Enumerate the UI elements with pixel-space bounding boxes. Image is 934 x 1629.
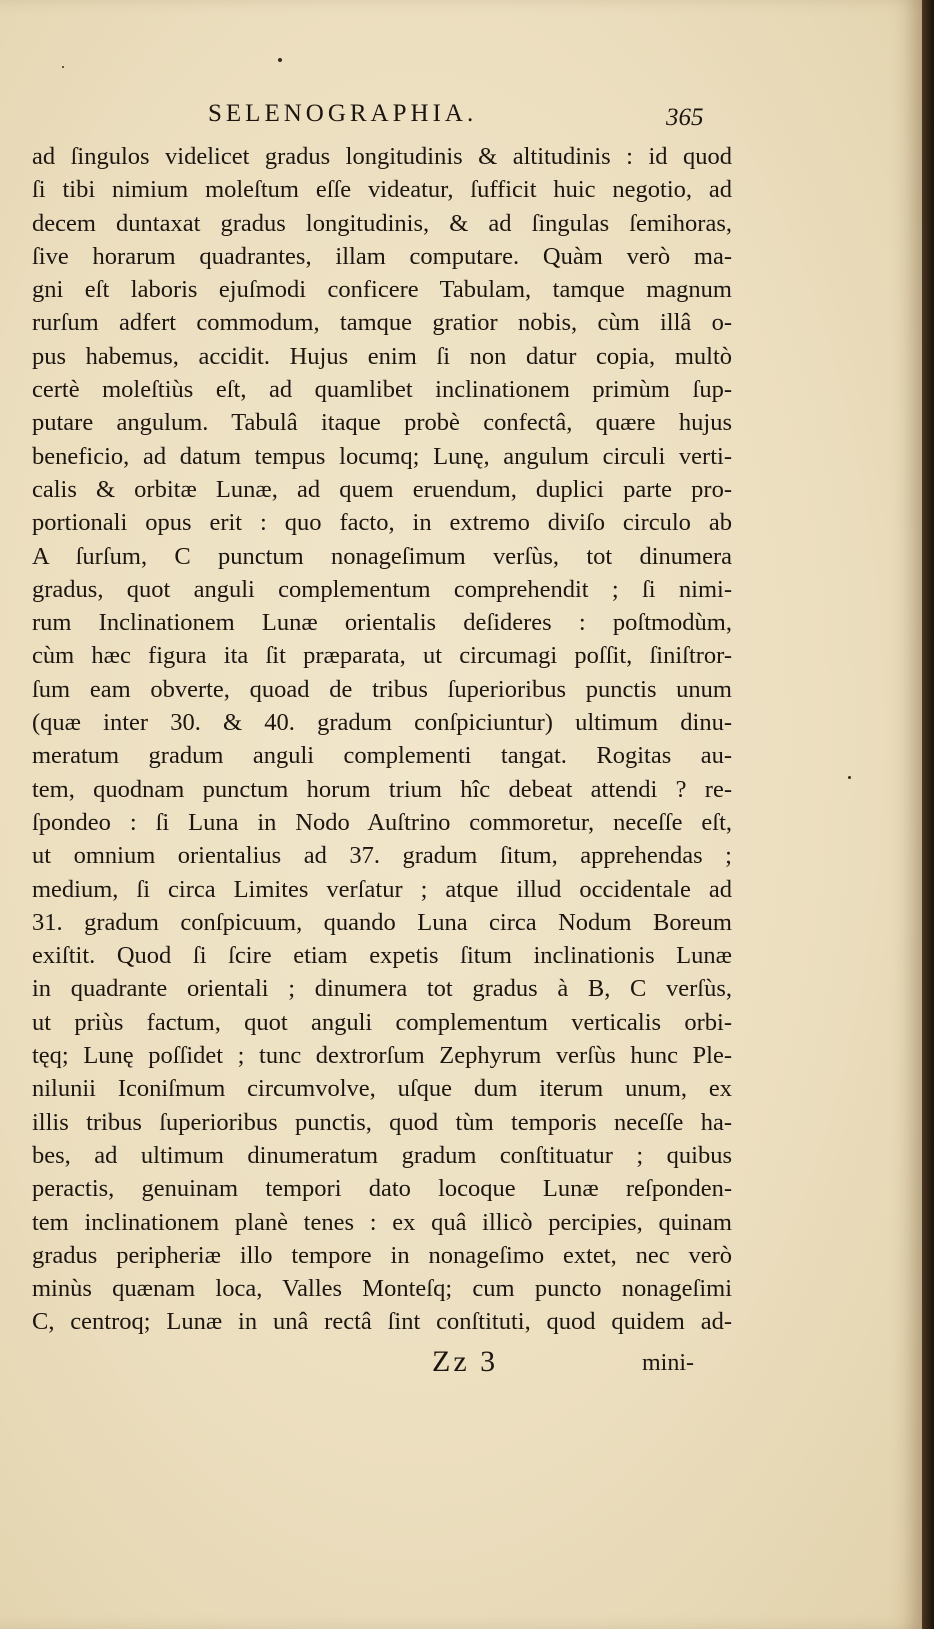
book-spine-edge [922,0,934,1629]
text-line: pus habemus, accidit. Hujus enim ſi non datur copia, multò [32,342,732,370]
running-head [0,100,922,140]
text-line: in quadrante orientali ; dinumera tot gradus à B, C verſùs, [32,975,732,1003]
text-line: gni eſt laboris ejuſmodi conficere Tabulam, tamque magnum [32,276,732,304]
text-line: portionali opus erit : quo facto, in extremo diviſo circulo ab [32,509,732,537]
body-text [32,140,732,1339]
text-line: ut priùs factum, quot anguli complementum verticalis orbi- [32,1008,732,1036]
text-line: tem, quodnam punctum horum trium hîc debeat attendi ? re- [32,775,732,803]
text-line: ut omnium orientalius ad 37. gradum ſitum, apprehendas ; [32,842,732,870]
text-line: C, centroq; Lunæ in unâ rectâ ſint conſtituti, quod quidem ad- [32,1308,732,1336]
text-line: (quæ inter 30. & 40. gradum conſpiciuntur) ultimum dinu- [32,709,732,737]
text-line: gradus, quot anguli complementum comprehendit ; ſi nimi- [32,575,732,603]
text-line: meratum gradum anguli complementi tangat. Rogitas au- [32,742,732,770]
paper-speck [848,776,851,779]
page-footer [0,1345,922,1389]
text-line: nilunii Iconiſmum circumvolve, uſque dum iterum unum, ex [32,1075,732,1103]
text-line: rum Inclinationem Lunæ orientalis deſideres : poſtmodùm, [32,609,732,637]
text-line: ſpondeo : ſi Luna in Nodo Auſtrino commoretur, neceſſe eſt, [32,808,732,836]
text-line: illis tribus ſuperioribus punctis, quod tùm temporis neceſſe ha- [32,1108,732,1136]
text-line: decem duntaxat gradus longitudinis, & ad ſingulas ſemihoras, [32,209,732,237]
paper-speck [278,58,282,62]
text-line: tem inclinationem planè tenes : ex quâ illicò percipies, quinam [32,1208,732,1236]
text-line: beneficio, ad datum tempus locumq; Lunę, angulum circuli verti- [32,442,732,470]
signature-mark: Zz 3 [432,1345,499,1378]
text-line: minùs quænam loca, Valles Monteſq; cum puncto nonageſimi [32,1275,732,1303]
text-line: ſum eam obverte, quoad de tribus ſuperioribus punctis unum [32,675,732,703]
text-line: gradus peripheriæ illo tempore in nonageſimo extet, nec verò [32,1241,732,1269]
text-line: medium, ſi circa Limites verſatur ; atque illud occidentale ad [32,875,732,903]
text-line: rurſum adfert commodum, tamque gratior nobis, cùm illâ o- [32,309,732,337]
text-line: ad ſingulos videlicet gradus longitudinis & altitudinis : id quod [32,143,732,170]
text-line: calis & orbitæ Lunæ, ad quem eruendum, duplici parte pro- [32,475,732,503]
paper-speck [62,66,64,68]
text-line: peractis, genuinam tempori dato locoque Lunæ reſponden- [32,1175,732,1203]
text-line: certè moleſtiùs eſt, ad quamlibet inclinationem primùm ſup- [32,376,732,404]
page-number: 365 [666,104,704,131]
text-line: bes, ad ultimum dinumeratum gradum conſtituatur ; quibus [32,1141,732,1169]
catchword: mini- [642,1350,694,1376]
running-head-title: SELENOGRAPHIA. [208,100,478,127]
text-line: exiſtit. Quod ſi ſcire etiam expetis ſitum inclinationis Lunæ [32,942,732,970]
text-line: A ſurſum, C punctum nonageſimum verſùs, tot dinumera [32,542,732,570]
text-line: 31. gradum conſpicuum, quando Luna circa Nodum Boreum [32,908,732,936]
text-line: ſi tibi nimium moleſtum eſſe videatur, ſufficit huic negotio, ad [32,176,732,204]
text-line: tęq; Lunę poſſidet ; tunc dextrorſum Zephyrum verſùs hunc Ple- [32,1042,732,1070]
text-line: cùm hæc figura ita ſit præparata, ut circumagi poſſit, ſiniſtror- [32,642,732,670]
text-line: ſive horarum quadrantes, illam computare. Quàm verò ma- [32,242,732,270]
text-line: putare angulum. Tabulâ itaque probè confectâ, quære hujus [32,409,732,437]
